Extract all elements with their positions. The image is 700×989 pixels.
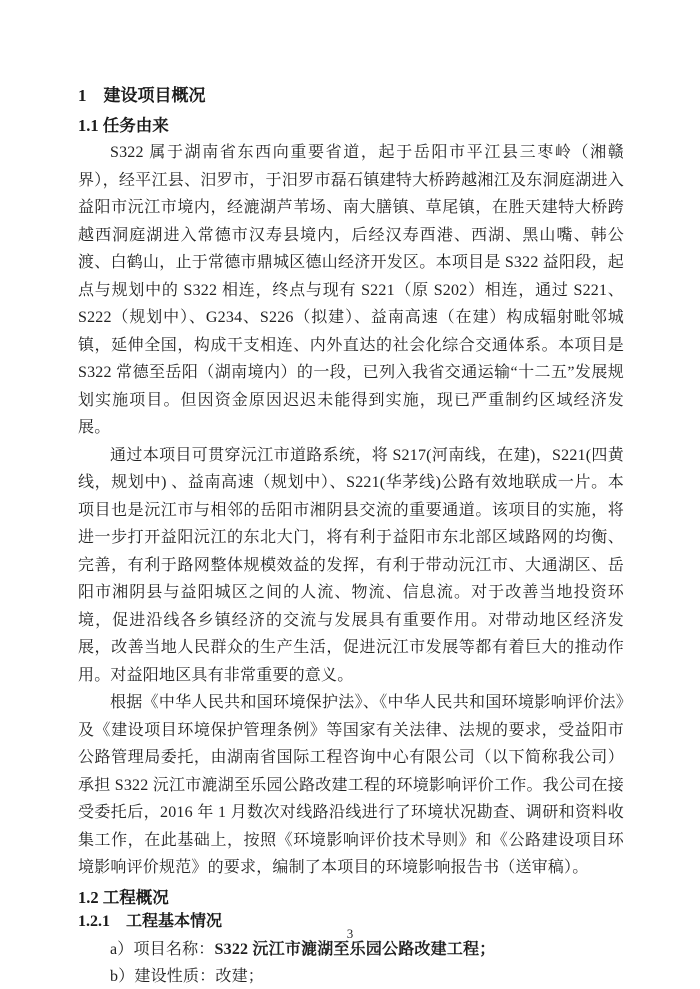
document-content xyxy=(78,86,624,989)
item-a-value: S322 沅江市漉湖至乐园公路改建工程； xyxy=(214,940,496,958)
page-number: 3 xyxy=(346,926,354,941)
section-1-2-1-heading: 1.2.1 工程基本情况 xyxy=(78,912,223,930)
paragraph-project-significance: 通过本项目可贯穿沅江市道路系统，将 S217(河南线，在建)，S221(四黄线，规划中) 、益南高速（规划中）、S221(华茅线)公路有效地联成一片。本项目也是沅江市与相邻的岳阳市湘阴县交流的重要通道。该项目的实施，将进一步打开益阳沅江的东北大门，将有利于益阳市东北部区域路网的均衡、完善，有利于路网整体规模效益的发挥，有利于带动沅江市、大通湖区、岳阳市湘阴县与益阳城区之间的人流、物流、信息流。对于改善当地投资环境，促进沿线各乡镇经济的交流与发展具有重要作用。对带动地区经济发展，改善当地人民群众的生产生活，促进沅江市发展等都有着巨大的推动作用。对益阳地区具有非常重要的意义。 xyxy=(78,446,624,684)
item-a-label: a）项目名称： xyxy=(110,940,215,958)
chapter-heading: 1 建设项目概况 xyxy=(78,86,206,105)
paragraph-route-description: S322 属于湖南省东西向重要省道，起于岳阳市平江县三枣岭（湘赣界），经平江县、汨罗市，于汨罗市磊石镇建特大桥跨越湘江及东洞庭湖进入益阳市沅江市境内，经漉湖芦苇场、南大膳镇、草尾镇，在胜天建特大桥跨越西洞庭湖进入常德市汉寿县境内，后经汉寿酉港、西湖、黑山嘴、韩公渡、白鹤山，止于常德市鼎城区德山经济开发区。本项目是 S322 益阳段，起点与规划中的 S322 相连，终点与现有 S221（原 S202）相连，通过 S221、S222（规划中）、G234、S226（拟建）、益南高速（在建）构成辐射毗邻城镇，延伸全国，构成干支相连、内外直达的社会化综合交通体系。本项目是 S322 常德至岳阳（湖南境内）的一段，已列入我省交通运输“十二五”发展规划实施项目。但因资金原因迟迟未能得到实施，现已严重制约区域经济发展。 xyxy=(78,144,624,436)
section-1-2-heading: 1.2 工程概况 xyxy=(78,887,169,907)
paragraph-eia-commission: 根据《中华人民共和国环境保护法》、《中华人民共和国环境影响评价法》及《建设项目环境保护管理条例》等国家有关法律、法规的要求，受益阳市公路管理局委托，由湖南省国际工程咨询中心有限公司（以下简称我公司）承担 S322 沅江市漉湖至乐园公路改建工程的环境影响评价工作。我公司在接受委托后，2016 年 1 月数次对线路沿线进行了环境状况勘查、调研和资料收集工作，在此基础上，按照《环境影响评价技术导则》和《公路建设项目环境影响评价规范》的要求，编制了本项目的环境影响报告书（送审稿）。 xyxy=(78,694,624,876)
section-1-1-heading: 1.1 任务由来 xyxy=(78,116,169,135)
list-item-construction-nature: b）建设性质：改建； xyxy=(110,968,265,985)
